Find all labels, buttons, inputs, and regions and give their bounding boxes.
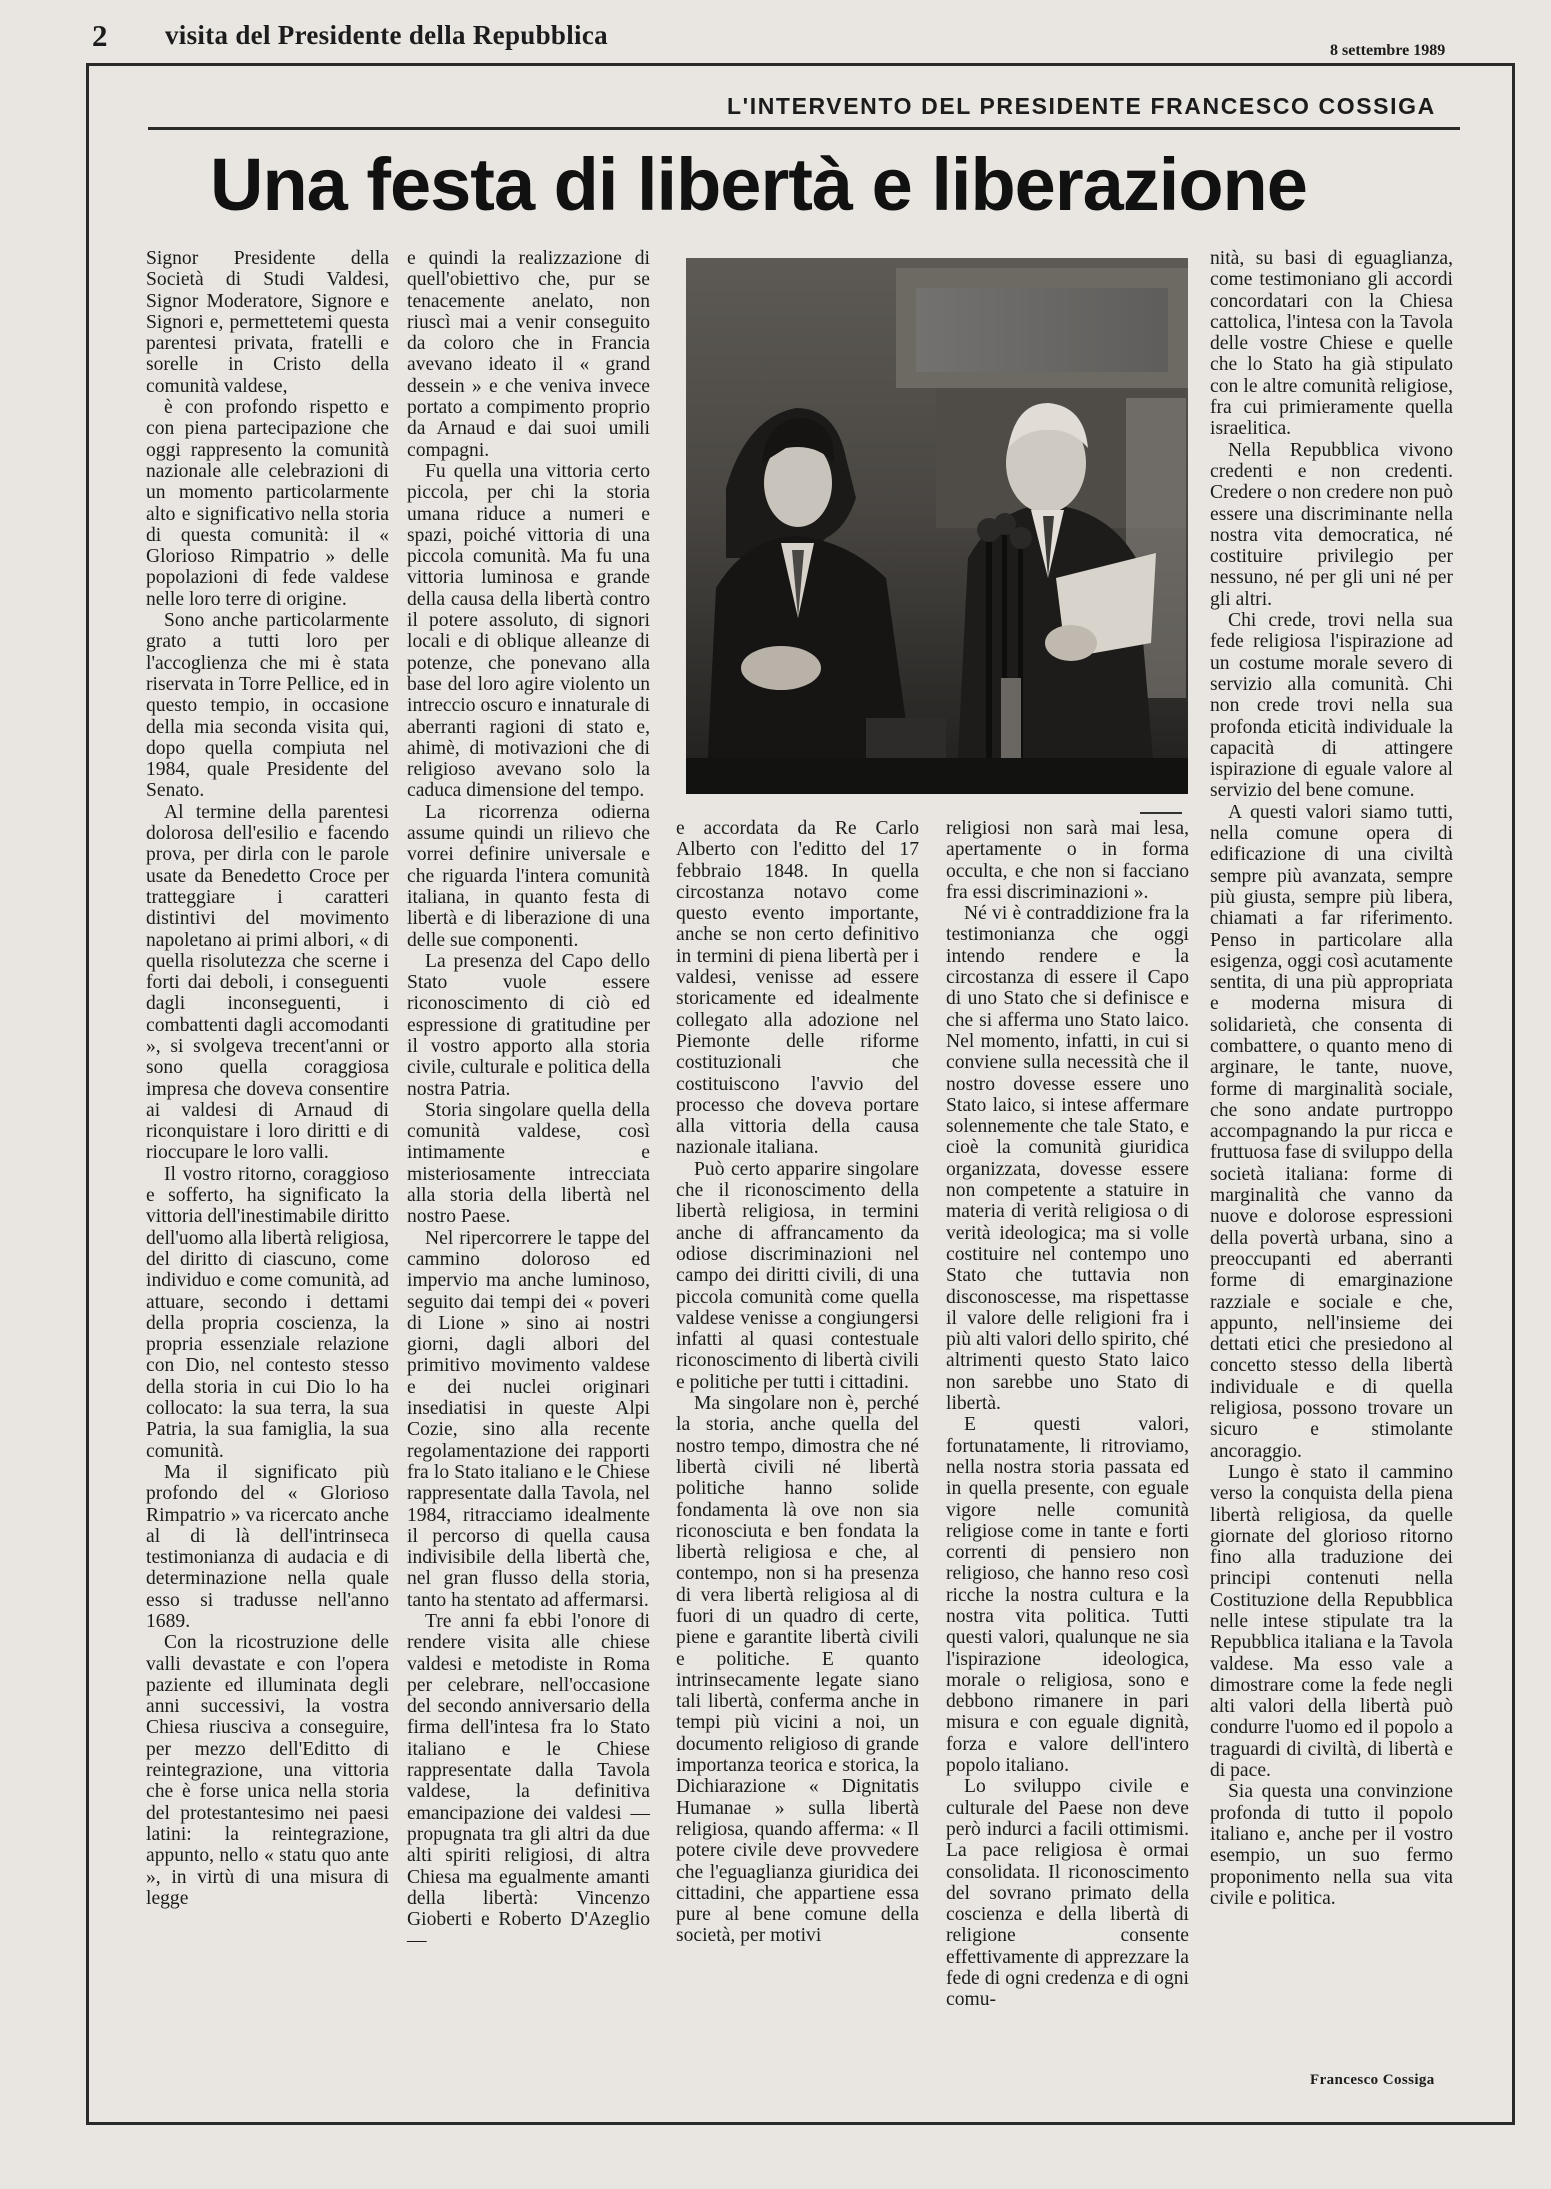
- text-column-1: [146, 248, 389, 1909]
- author-signature: Francesco Cossiga: [1310, 2072, 1435, 2088]
- text-column-3: [676, 818, 919, 1947]
- paragraph: Chi crede, trovi nella sua fede religiosa l'ispirazione ad un costume morale severo di servizio alla comunità. Chi non crede trovi nella sua profonda eticità individuale la capacità di attingere ispirazione di eguale valore al servizio del bene comune.: [1210, 610, 1453, 802]
- paragraph: e accordata da Re Carlo Alberto con l'editto del 17 febbraio 1848. In quella circostanza notavo come questo evento importante, anche se non certo definitivo in termini di piena libertà per i valdesi, venisse ad essere storicamente ed idealmente collegato alla adozione nel Piemonte delle riforme costituzionali che costituiscono l'avvio del processo che doveva portare alla vittoria della causa nazionale italiana.: [676, 818, 919, 1159]
- photo-rule: [1140, 812, 1182, 814]
- paragraph: Sia questa una convinzione profonda di tutto il popolo italiano e, anche per il vostro esempio, un suo fermo proponimento nella sua vita civile e politica.: [1210, 1781, 1453, 1909]
- news-photo: [686, 258, 1188, 794]
- paragraph: La presenza del Capo dello Stato vuole essere riconoscimento di ciò ed espressione di gratitudine per il vostro apporto alla storia civile, culturale e politica della nostra Patria.: [407, 950, 650, 1100]
- paragraph: Signor Presidente della Società di Studi Valdesi, Signor Moderatore, Signore e Signori e, permettetemi questa parentesi privata, fratelli e sorelle in Cristo della comunità valdese,: [146, 248, 389, 397]
- paragraph: Lungo è stato il cammino verso la conquista della piena libertà religiosa, da quelle giornate del glorioso ritorno fino alla traduzione dei principi contenuti nella Costituzione della Repubblica nelle intese stipulate tra la Repubblica italiana e la Tavola valdese. Ma esso vale a dimostrare come la fede negli alti valori della libertà può condurre l'uomo ed il popolo a traguardi di civiltà, di libertà e di pace.: [1210, 1461, 1453, 1782]
- running-head: [0, 0, 1551, 60]
- text-column-4: [946, 818, 1189, 2011]
- paragraph: Nel ripercorrere le tappe del cammino doloroso ed impervio ma anche luminoso, seguito dai tempi dei « poveri di Lione » sino ai nostri giorni, dagli albori del primitivo movimento valdese e dei nuclei originari insediatisi in queste Alpi Cozie, sino alla recente regolamentazione dei rapporti fra lo Stato italiano e le Chiese rappresentate dalla Tavola, nel 1984, ritracciamo idealmente il percorso di quella causa indivisibile della libertà che, nel gran flusso della storia, tanto ha stentato ad affermarsi.: [407, 1227, 650, 1611]
- section-header: visita del Presidente della Repubblica: [165, 20, 608, 50]
- paragraph: E questi valori, fortunatamente, li ritroviamo, nella nostra storia passata ed in quella presente, con eguale vigore nelle comunità religiose come in tante e forti correnti di pensiero non religioso, che hanno reso così ricche la nostra cultura e la nostra vita politica. Tutti questi valori, qualunque ne sia l'ispirazione ideologica, morale o religiosa, sono e debbono rimanere in pari misura e con eguale dignità, forza e valore dell'intero popolo italiano.: [946, 1414, 1189, 1777]
- paragraph: La ricorrenza odierna assume quindi un rilievo che vorrei definire universale e che riguarda l'intera comunità italiana, in quanto festa di libertà e di liberazione di una delle sue componenti.: [407, 801, 650, 951]
- text-column-5: [1210, 248, 1453, 1909]
- photo-illustration: [686, 258, 1188, 794]
- text-column-2: [407, 248, 650, 1952]
- paragraph: Tre anni fa ebbi l'onore di rendere visita alle chiese valdesi e metodiste in Roma per celebrare, nell'occasione del secondo anniversario della firma dell'intesa fra lo Stato italiano e le Chiese rappresentate dalla Tavola valdese, la definitiva emancipazione dei valdesi — propugnata tra gli altri da due alti spiriti religiosi, di altra Chiesa ma egualmente amanti della libertà: Vincenzo Gioberti e Roberto D'Azeglio —: [407, 1611, 650, 1952]
- paragraph: Il vostro ritorno, coraggioso e sofferto, ha significato la vittoria dell'inestimabile diritto dell'uomo alla libertà religiosa, del diritto di ciascuno, come individuo e come comunità, ad attuare, secondo i dettami della propria coscienza, la propria essenziale relazione con Dio, nel contesto stesso della storia in cui Dio lo ha collocato: la sua terra, la sua Patria, la sua famiglia, la sua comunità.: [146, 1163, 389, 1462]
- paragraph: Ma il significato più profondo del « Glorioso Rimpatrio » va ricercato anche al di là dell'intrinseca testimonianza di audacia e di determinazione nella quale esso si tradusse nell'anno 1689.: [146, 1461, 389, 1632]
- paragraph: è con profondo rispetto e con piena partecipazione che oggi rappresento la comunità nazionale alle celebrazioni di un momento particolarmente alto e significativo nella storia di questa comunità: il « Glorioso Rimpatrio » delle popolazioni di fede valdese nelle loro terre di origine.: [146, 397, 389, 610]
- article-headline: Una festa di libertà e liberazione: [210, 143, 1307, 226]
- paragraph: Al termine della parentesi dolorosa dell'esilio e facendo prova, per dirla con le parole usate da Benedetto Croce per tratteggiare i caratteri distintivi del movimento napoletano ai primi albori, « di quella risolutezza che scerne i forti dai deboli, i conseguenti dagli inconseguenti, i combattenti dagli accomodanti », si svolgeva trecent'anni or sono quella coraggiosa impresa che doveva consentire ai valdesi di Arnaud di riconquistare i loro diritti e di rioccupare le loro valli.: [146, 801, 389, 1164]
- paragraph: nità, su basi di eguaglianza, come testimoniano gli accordi concordatari con la Chiesa cattolica, l'intesa con la Tavola delle vostre Chiese e quelle che lo Stato ha già stipulato con le altre comunità religiose, fra cui primieramente quella israelitica.: [1210, 248, 1453, 440]
- paragraph: Con la ricostruzione delle valli devastate e con l'opera paziente ed illuminata degli anni successivi, la vostra Chiesa riusciva a conseguire, per mezzo dell'Editto di reintegrazione, una vittoria che è forse unica nella storia del protestantesimo nei paesi latini: la reintegrazione, appunto, nello « statu quo ante », in virtù di una misura di legge: [146, 1632, 389, 1909]
- paragraph: A questi valori siamo tutti, nella comune opera di edificazione di una civiltà sempre più avanzata, sempre più giusta, sempre più libera, chiamati a far riferimento. Penso in particolare alla esigenza, oggi così acutamente sentita, di una più appropriata e moderna misura di solidarietà, che consenta di combattere, o quanto meno di arginare, le tante, nuove, forme di marginalità sociale, che sono andate purtroppo accompagnando la pur ricca e fruttuosa fase di sviluppo della società italiana: forme di marginalità che vanno da nuove e dolorose espressioni della povertà urbana, sino a preoccupanti ed aberranti forme di emarginazione razziale e sociale e che, appunto, nell'insieme dei dettati etici che presiedono al concetto stesso della libertà individuale e di quella religiosa, possono trovare un sicuro e stimolante ancoraggio.: [1210, 801, 1453, 1462]
- paragraph: Nella Repubblica vivono credenti e non credenti. Credere o non credere non può essere una discriminante nella nostra vita democratica, né costituire privilegio per nessuno, né per gli uni né per gli altri.: [1210, 439, 1453, 610]
- paragraph: Né vi è contraddizione fra la testimonianza che oggi intendo rendere e la circostanza di essere il Capo di uno Stato che si definisce e che si afferma uno Stato laico. Nel momento, infatti, in cui si conviene sulla necessità che il nostro dovesse essere uno Stato laico, si intese affermare solennemente che tale Stato, e cioè la comunità giuridica organizzata, dovesse essere non competente a statuire in materia di verità religiosa o di verità ideologica; ma si volle costituire nel contempo uno Stato che tuttavia non disconoscesse, ma rispettasse il valore delle religioni fra i più alti valori dello spirito, ché altrimenti questo Stato laico non sarebbe uno Stato di libertà.: [946, 903, 1189, 1415]
- issue-date: 8 settembre 1989: [1330, 42, 1446, 59]
- paragraph: Storia singolare quella della comunità valdese, così intimamente e misteriosamente intrecciata alla storia della libertà nel nostro Paese.: [407, 1099, 650, 1228]
- paragraph: religiosi non sarà mai lesa, apertamente o in forma occulta, e che non si facciano fra essi discriminazioni ».: [946, 818, 1189, 903]
- paragraph: Lo sviluppo civile e culturale del Paese non deve però indurci a facili ottimismi. La pace religiosa è ormai consolidata. Il riconoscimento del sovrano primato della coscienza e della libertà di religione consente effettivamente di apprezzare la fede di ogni credenza e di ogni comu-: [946, 1776, 1189, 2011]
- paragraph: Ma singolare non è, perché la storia, anche quella del nostro tempo, dimostra che né libertà civili né libertà politiche hanno solide fondamenta là ove non sia riconosciuta e ben fondata la libertà religiosa e che, al contempo, non si ha presenza di vera libertà religiosa al di fuori di un quadro di certe, piene e garantite libertà civili e politiche. E quanto intrinsecamente legate siano tali libertà, conferma anche in tempi più vicini a noi, un documento religioso di grande importanza teorica e storica, la Dichiarazione « Dignitatis Humanae » sulla libertà religiosa, quando afferma: « Il potere civile deve provvedere che l'eguaglianza giuridica dei cittadini, che appartiene essa pure al bene comune della società, per motivi: [676, 1393, 919, 1947]
- paragraph: Sono anche particolarmente grato a tutti loro per l'accoglienza che mi è stata riservata in Torre Pellice, ed in questo tempio, in occasione della mia seconda visita qui, dopo quella compiuta nel 1984, quale Presidente del Senato.: [146, 610, 389, 802]
- kicker-rule: [148, 127, 1460, 130]
- paragraph: Fu quella una vittoria certo piccola, per chi la storia umana riduce a numeri e spazi, poiché vittoria di una piccola comunità. Ma fu una vittoria luminosa e grande della causa della libertà contro il potere assoluto, di signori locali e di oblique alleanze di potenze, che ponevano alla base del loro agire violento un intreccio oscuro e innaturale di aberranti ragioni di stato e, ahimè, di motivazioni che di religioso avevano solo la caduca dimensione del tempo.: [407, 460, 650, 802]
- paragraph: e quindi la realizzazione di quell'obiettivo che, pur se tenacemente anelato, non riuscì mai a venir conseguito da coloro che in Francia avevano ideato il « grand dessein » e che veniva invece portato a compimento proprio da Arnaud e dai suoi umili compagni.: [407, 248, 650, 461]
- article-kicker: L'INTERVENTO DEL PRESIDENTE FRANCESCO COSSIGA: [727, 93, 1436, 119]
- page-number: 2: [92, 18, 108, 53]
- paragraph: Può certo apparire singolare che il riconoscimento della libertà religiosa, in termini anche di affrancamento da odiose discriminazioni nel campo dei diritti civili, di una piccola comunità come quella valdese venisse a congiungersi infatti al quasi contestuale riconoscimento di libertà civili e politiche per tutti i cittadini.: [676, 1158, 919, 1393]
